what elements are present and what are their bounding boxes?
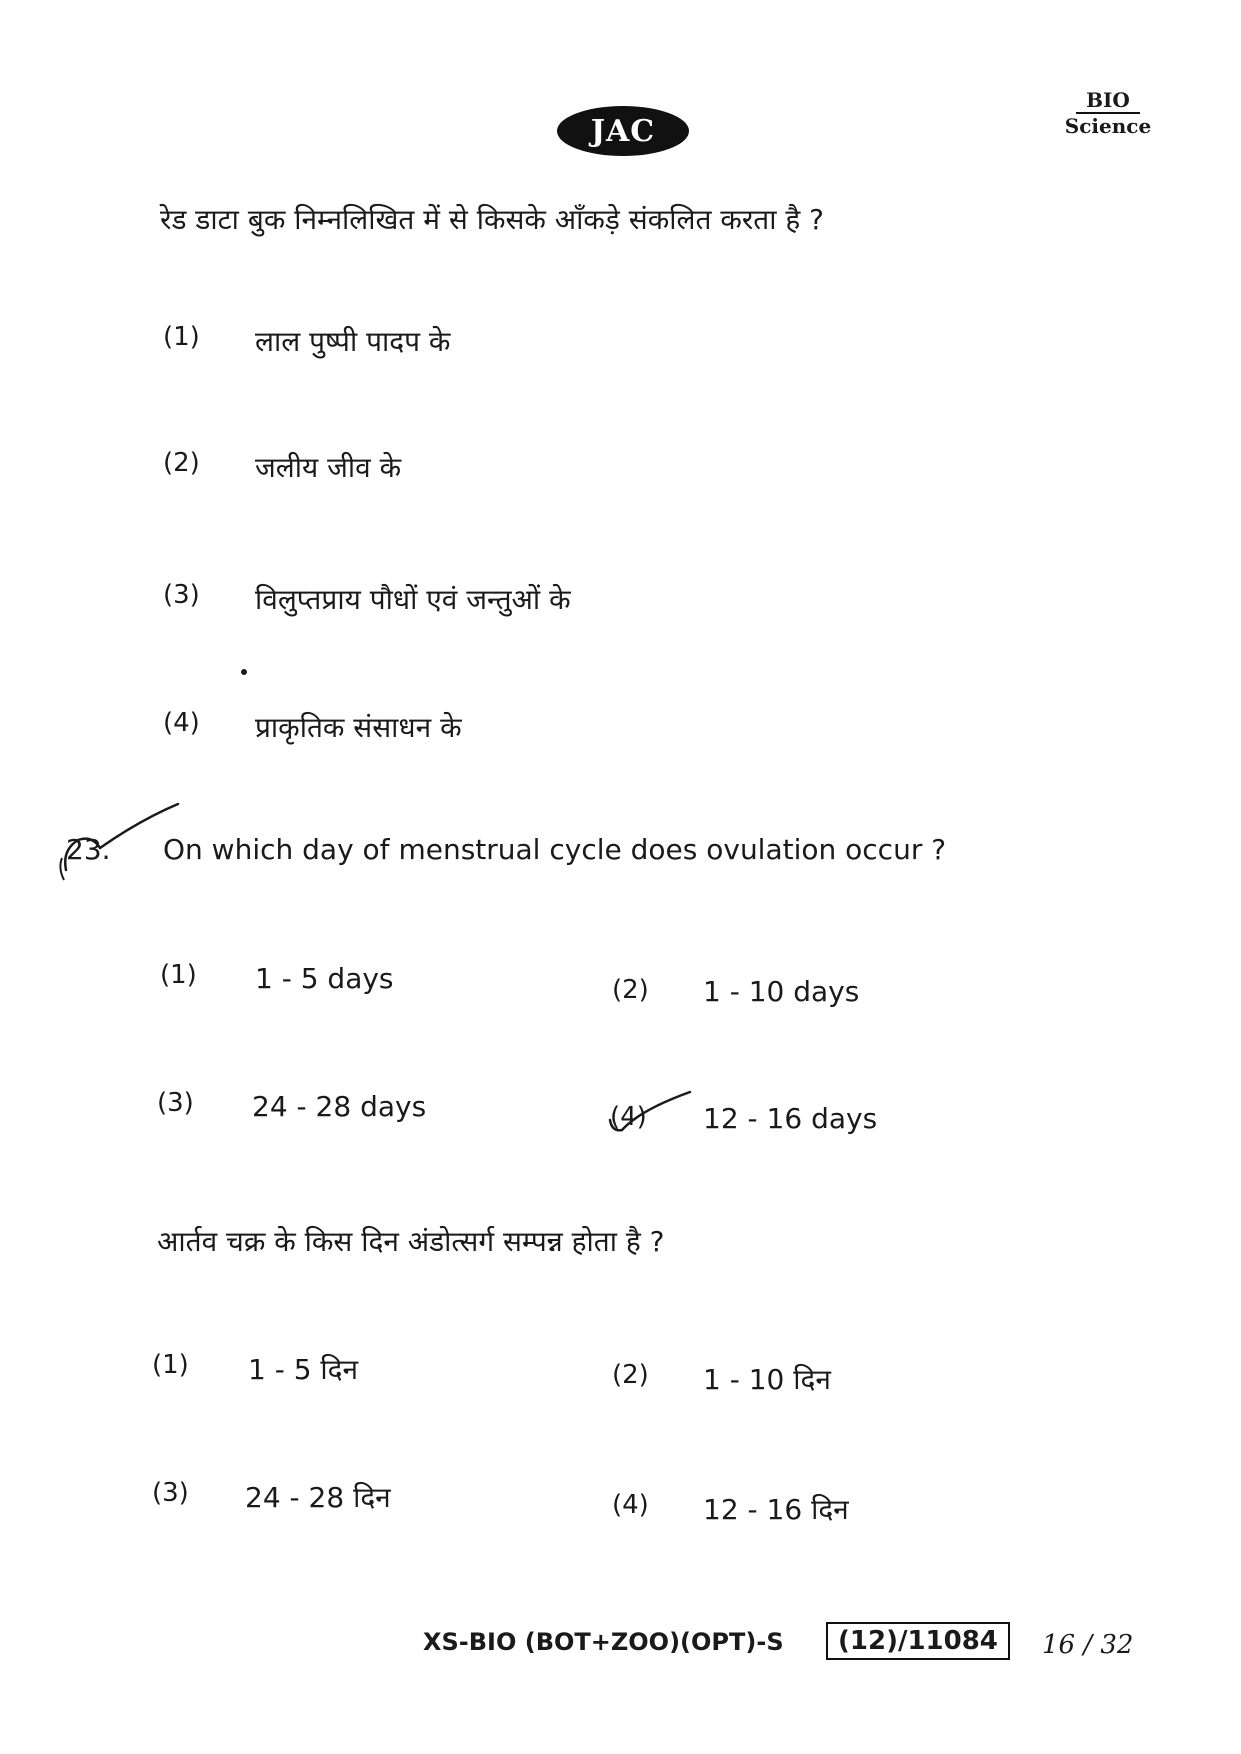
answer-tick-mark <box>610 1092 690 1130</box>
option-text: 1 - 5 दिन <box>248 1353 359 1386</box>
logo-text: JAC <box>590 113 656 149</box>
question-text: आर्तव चक्र के किस दिन अंडोत्सर्ग सम्पन्न होता है ? <box>157 1225 665 1258</box>
option-text: 1 - 10 दिन <box>703 1363 831 1396</box>
question-number: 23. <box>66 833 111 866</box>
paper-code: XS-BIO (BOT+ZOO)(OPT)-S <box>423 1628 784 1656</box>
option-text: 24 - 28 दिन <box>245 1481 391 1514</box>
ink-dot <box>241 669 247 675</box>
option-label: (4) <box>163 708 200 738</box>
option-label: (3) <box>152 1478 189 1508</box>
option-text: जलीय जीव के <box>255 451 402 484</box>
option-text: 12 - 16 days <box>703 1102 878 1135</box>
question-text: रेड डाटा बुक निम्नलिखित में से किसके आँकड़े संकलित करता है ? <box>160 203 825 236</box>
question-tick-mark <box>65 804 178 870</box>
subject-bottom: Science <box>1064 114 1152 138</box>
option-label: (2) <box>163 448 200 478</box>
question-bracket-mark <box>60 858 64 880</box>
option-label: (1) <box>160 960 197 990</box>
page-number: 16 / 32 <box>1042 1630 1134 1660</box>
question-text: On which day of menstrual cycle does ovulation occur ? <box>163 833 947 866</box>
option-text: 24 - 28 days <box>252 1090 427 1123</box>
option-label: (4) <box>612 1490 649 1520</box>
option-text: प्राकृतिक संसाधन के <box>255 711 462 744</box>
paper-id-box: (12)/11084 <box>826 1622 1010 1660</box>
option-text: 12 - 16 दिन <box>703 1493 849 1526</box>
subject-top: BIO <box>1076 88 1140 114</box>
option-label: (4) <box>610 1102 647 1132</box>
option-label: (2) <box>612 975 649 1005</box>
option-label: (3) <box>163 580 200 610</box>
option-text: 1 - 5 days <box>255 962 394 995</box>
option-label: (3) <box>157 1088 194 1118</box>
option-text: 1 - 10 days <box>703 975 860 1008</box>
option-text: विलुप्तप्राय पौधों एवं जन्तुओं के <box>255 583 571 616</box>
option-label: (1) <box>152 1350 189 1380</box>
option-text: लाल पुष्पी पादप के <box>255 325 451 358</box>
option-label: (1) <box>163 322 200 352</box>
option-label: (2) <box>612 1360 649 1390</box>
